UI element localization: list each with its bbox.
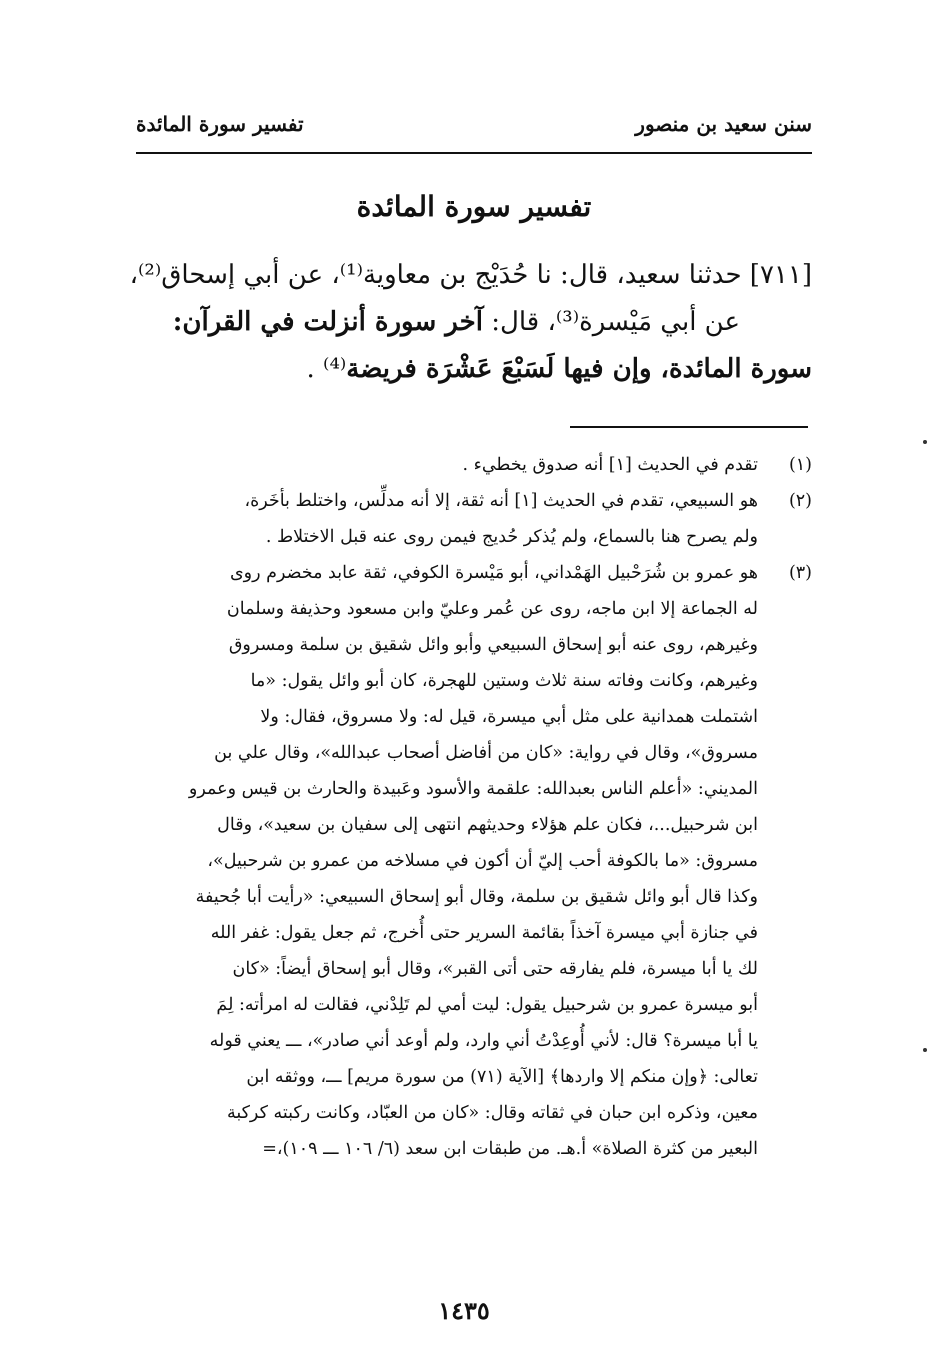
- footnote-line: تقدم في الحديث [١] أنه صدوق يخطيء .: [462, 455, 758, 475]
- hadith-text: [129, 252, 812, 393]
- footnote-line: ولم يصرح هنا بالسماع، ولم يُذكر حُديج فيمن روى عنه قبل الاختلاط .: [265, 527, 758, 547]
- footnote-number: (٣): [788, 563, 812, 583]
- footnote-line: وغيرهم، روى عنه أبو إسحاق السبيعي وأبو وائل شقيق بن سلمة ومسروق: [228, 635, 758, 655]
- scan-speck: [923, 1048, 927, 1052]
- footnote-line: المديني: «أعلم الناس بعبدالله: علقمة والأسود وعَبيدة والحارث بن قيس وعمرو: [188, 779, 758, 799]
- footnote-line: وكذا قال أبو وائل شقيق بن سلمة، وقال أبو إسحاق السبيعي: «رأيت أبا جُحيفة: [195, 887, 758, 907]
- footnote-body: [116, 483, 758, 555]
- page-number: ١٤٣٥: [438, 1296, 490, 1325]
- footnote-body: [116, 555, 758, 1167]
- hadith-line-3-bold: سورة المائدة، وإن فيها لَسَبْعَ عَشْرَة فريضة: [346, 354, 812, 384]
- footnote-line: لك يا أبا ميسرة، فلم يفارقه حتى أتى القبر»، وقال أبو إسحاق أيضاً: «كان: [232, 959, 758, 979]
- footnote: [116, 447, 812, 483]
- hadith-line-2-plain: عن أبي مَيْسرة⁽³⁾، قال:: [482, 307, 740, 337]
- footnote-line: في جنازة أبي ميسرة آخذاً بقائمة السرير حتى أُخرج، ثم جعل يقول: غفر الله: [210, 923, 758, 943]
- footnote-line: له الجماعة إلا ابن ماجه، روى عن عُمر وعليّ وابن مسعود وحذيفة وسلمان: [226, 599, 758, 619]
- footnote-line: تعالى: ﴿وإن منكم إلا واردها﴾ [الآية (٧١) من سورة مريم] ـــ، ووثقه ابن: [246, 1067, 758, 1087]
- footnote-number: (١): [788, 455, 812, 475]
- hadith-line-1: [٧١١] حدثنا سعيد، قال: نا حُدَيْج بن معاوية⁽¹⁾، عن أبي إسحاق⁽²⁾،: [129, 260, 812, 290]
- footnote-line: أبو ميسرة عمرو بن شرحبيل يقول: ليت أمي لم تَلِدْني، فقالت له امرأته: لِمَ: [216, 995, 758, 1015]
- section-title: تفسير سورة المائدة: [356, 190, 592, 223]
- footnote-line: هو عمرو بن شُرَحْبيل الهَمْداني، أبو مَيْسرة الكوفي، ثقة عابد مخضرم روى: [229, 563, 758, 583]
- header-divider: [136, 152, 812, 154]
- footnote: [116, 555, 812, 1167]
- footnote-line: مسروق: «ما بالكوفة أحب إليّ أن أكون في مسلاخه من عمرو بن شرحبيل»،: [207, 851, 758, 871]
- footnote-body: [116, 447, 758, 483]
- footnote-line: معين، وذكره ابن حبان في ثقاته وقال: «كان من العبّاد، وكانت ركبته كركبة: [226, 1103, 758, 1123]
- hadith-line-2-bold: آخر سورة أنزلت في القرآن:: [172, 307, 483, 337]
- hadith-line-2: [132, 299, 812, 346]
- footnote-number: (٢): [788, 491, 812, 511]
- footnotes: [116, 447, 812, 1167]
- scan-speck: [923, 440, 927, 444]
- hadith-line-3-tail: ⁽⁴⁾ .: [306, 354, 347, 384]
- footnote-line: البعير من كثرة الصلاة» أ.هـ. من طبقات ابن سعد (٦/ ١٠٦ ـــ ١٠٩)،=: [262, 1139, 758, 1159]
- hadith-line-3: [132, 346, 812, 393]
- footnote: [116, 483, 812, 555]
- footnote-line: وغيرهم، وكانت وفاته سنة ثلاث وستين للهجرة، كان أبو وائل يقول: «ما: [250, 671, 758, 691]
- footnote-line: مسروق»، وقال في رواية: «كان من أفاضل أصحاب عبدالله»، وقال علي بن: [214, 743, 758, 763]
- footnote-line: هو السبيعي، تقدم في الحديث [١] أنه ثقة، إلا أنه مدلِّس، واختلط بأخَرة،: [244, 491, 758, 511]
- footnote-line: ابن شرحبيل...، فكان علم هؤلاء وحديثهم انتهى إلى سفيان بن سعيد»، وقال: [217, 815, 758, 835]
- footnote-line: اشتملت همدانية على مثل أبي ميسرة، قيل له: ولا مسروق، فقال: ولا: [260, 707, 758, 727]
- footnote-line: يا أبا ميسرة؟ قال: لأني أُوعِدْتُ أني وارد، ولم أوعد أني صادر»، ـــ يعني قوله: [209, 1031, 758, 1051]
- running-header: [136, 112, 812, 136]
- footnote-divider: [570, 426, 808, 428]
- running-section-name: تفسير سورة المائدة: [136, 112, 304, 136]
- book-title: سنن سعيد بن منصور: [635, 112, 812, 136]
